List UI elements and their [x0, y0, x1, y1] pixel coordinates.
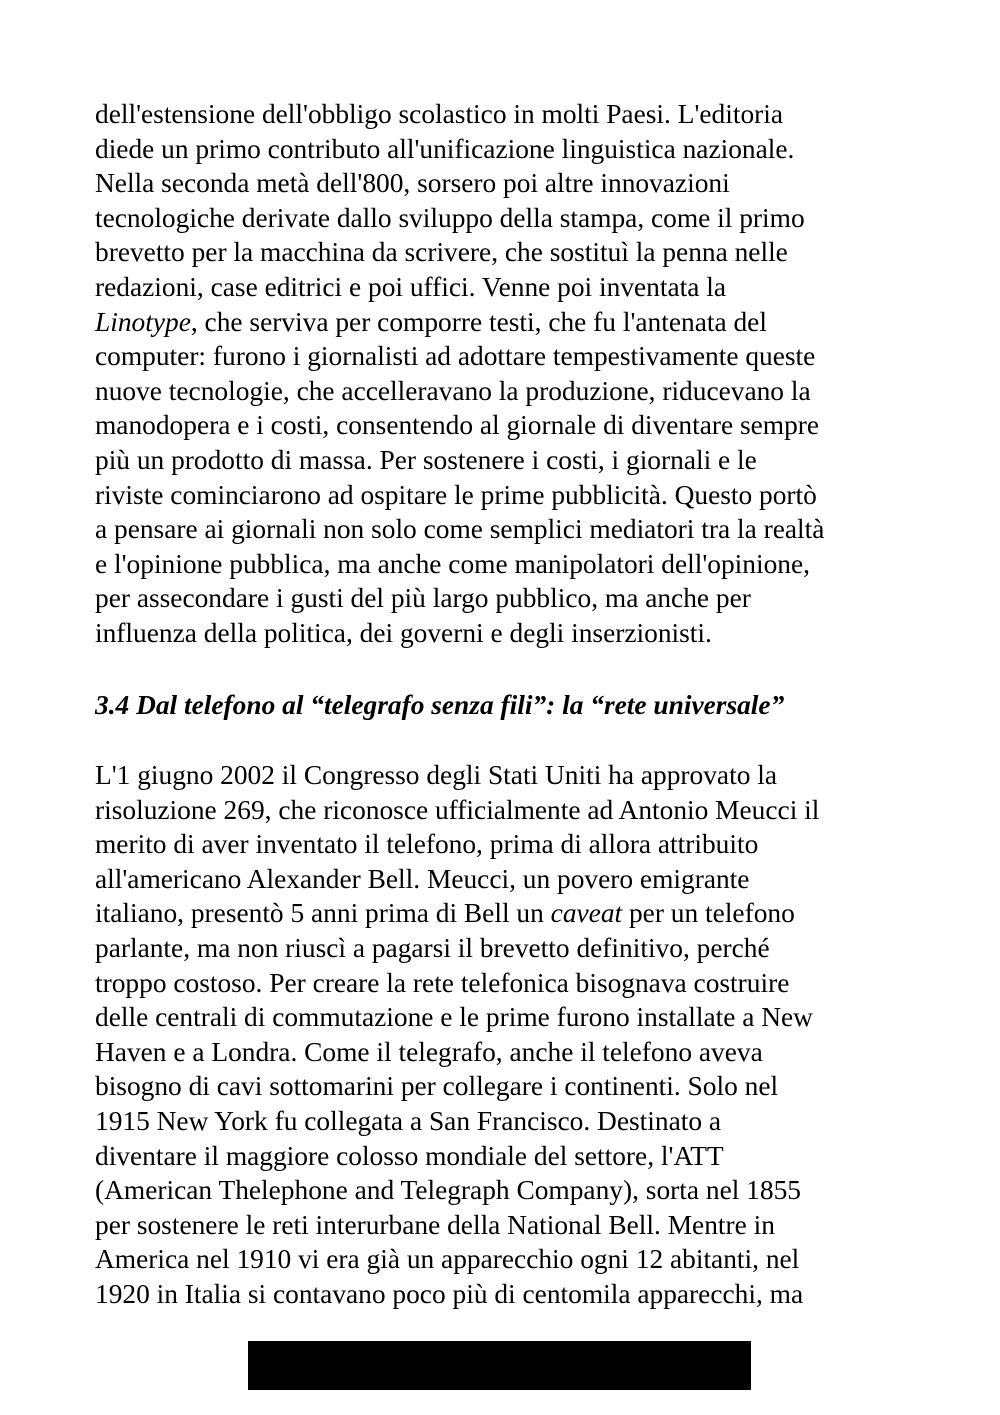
text-line: influenza della politica, dei governi e degli inserzionisti. — [95, 617, 712, 648]
text-line: (American Thelephone and Telegraph Company), sorta nel 1855 — [95, 1175, 801, 1206]
text-line: nuove tecnologie, che accelleravano la produzione, riducevano la — [95, 375, 811, 406]
text-line: 1915 New York fu collegata a San Francisco. Destinato a — [95, 1105, 722, 1136]
text-line: all'americano Alexander Bell. Meucci, un povero emigrante — [95, 863, 750, 894]
section-heading: 3.4 Dal telefono al “telegrafo senza fili”: la “rete universale” — [95, 690, 785, 720]
text-line: parlante, ma non riuscì a pagarsi il brevetto definitivo, perché — [95, 932, 770, 963]
text-line: e l'opinione pubblica, ma anche come manipolatori dell'opinione, — [95, 548, 810, 579]
text-line: brevetto per la macchina da scrivere, che sostituì la penna nelle — [95, 237, 788, 268]
text-line: diventare il maggiore colosso mondiale del settore, l'ATT — [95, 1140, 724, 1171]
text-line: merito di aver inventato il telefono, prima di allora attribuito — [95, 829, 759, 860]
text-line: bisogno di cavi sottomarini per collegare i continenti. Solo nel — [95, 1071, 779, 1102]
text-line: troppo costoso. Per creare la rete telefonica bisognava costruire — [95, 967, 790, 998]
text-line: Nella seconda metà dell'800, sorsero poi altre innovazioni — [95, 168, 730, 199]
text-line: tecnologiche derivate dallo sviluppo della stampa, come il primo — [95, 202, 805, 233]
text-line — [95, 305, 915, 340]
text-line: 1920 in Italia si contavano poco più di centomila apparecchi, ma — [95, 1278, 804, 1309]
text-line: L'1 giugno 2002 il Congresso degli Stati Uniti ha approvato la — [95, 760, 778, 790]
text-line — [95, 896, 915, 931]
text-line: risoluzione 269, che riconosce ufficialmente ad Antonio Meucci il — [95, 794, 820, 825]
text-line: a pensare ai giornali non solo come semplici mediatori tra la realtà — [95, 514, 825, 545]
text-line: per assecondare i gusti del più largo pubblico, ma anche per — [95, 583, 751, 614]
text-run: per un telefono — [622, 898, 795, 929]
text-line: manodopera e i costi, consentendo al giornale di diventare sempre — [95, 410, 820, 441]
paragraph-telefono — [95, 758, 915, 1312]
text-line: per sostenere le reti interurbane della National Bell. Mentre in — [95, 1209, 775, 1240]
italic-term-caveat: caveat — [550, 898, 623, 929]
text-line: dell'estensione dell'obbligo scolastico in molti Paesi. L'editoria — [95, 99, 784, 129]
text-run: , che serviva per comporre testi, che fu l'antenata del — [190, 306, 767, 337]
text-line: Haven e a Londra. Come il telegrafo, anche il telefono aveva — [95, 1036, 763, 1067]
text-line: diede un primo contributo all'unificazione linguistica nazionale. — [95, 133, 795, 164]
italic-term-linotype: Linotype — [95, 306, 191, 337]
text-line: America nel 1910 vi era già un apparecchio ogni 12 abitanti, nel — [95, 1244, 800, 1275]
text-line: più un prodotto di massa. Per sostenere i costi, i giornali e le — [95, 444, 757, 475]
text-line: computer: furono i giornalisti ad adottare tempestivamente queste — [95, 341, 816, 372]
text-line: delle centrali di commutazione e le prime furono installate a New — [95, 1002, 813, 1033]
redaction-bar — [248, 1341, 751, 1390]
paragraph-editoria — [95, 97, 915, 651]
text-line: riviste cominciarono ad ospitare le prime pubblicità. Questo portò — [95, 479, 817, 510]
text-run: italiano, presentò 5 anni prima di Bell un — [95, 898, 551, 929]
text-line: redazioni, case editrici e poi uffici. Venne poi inventata la — [95, 271, 727, 302]
